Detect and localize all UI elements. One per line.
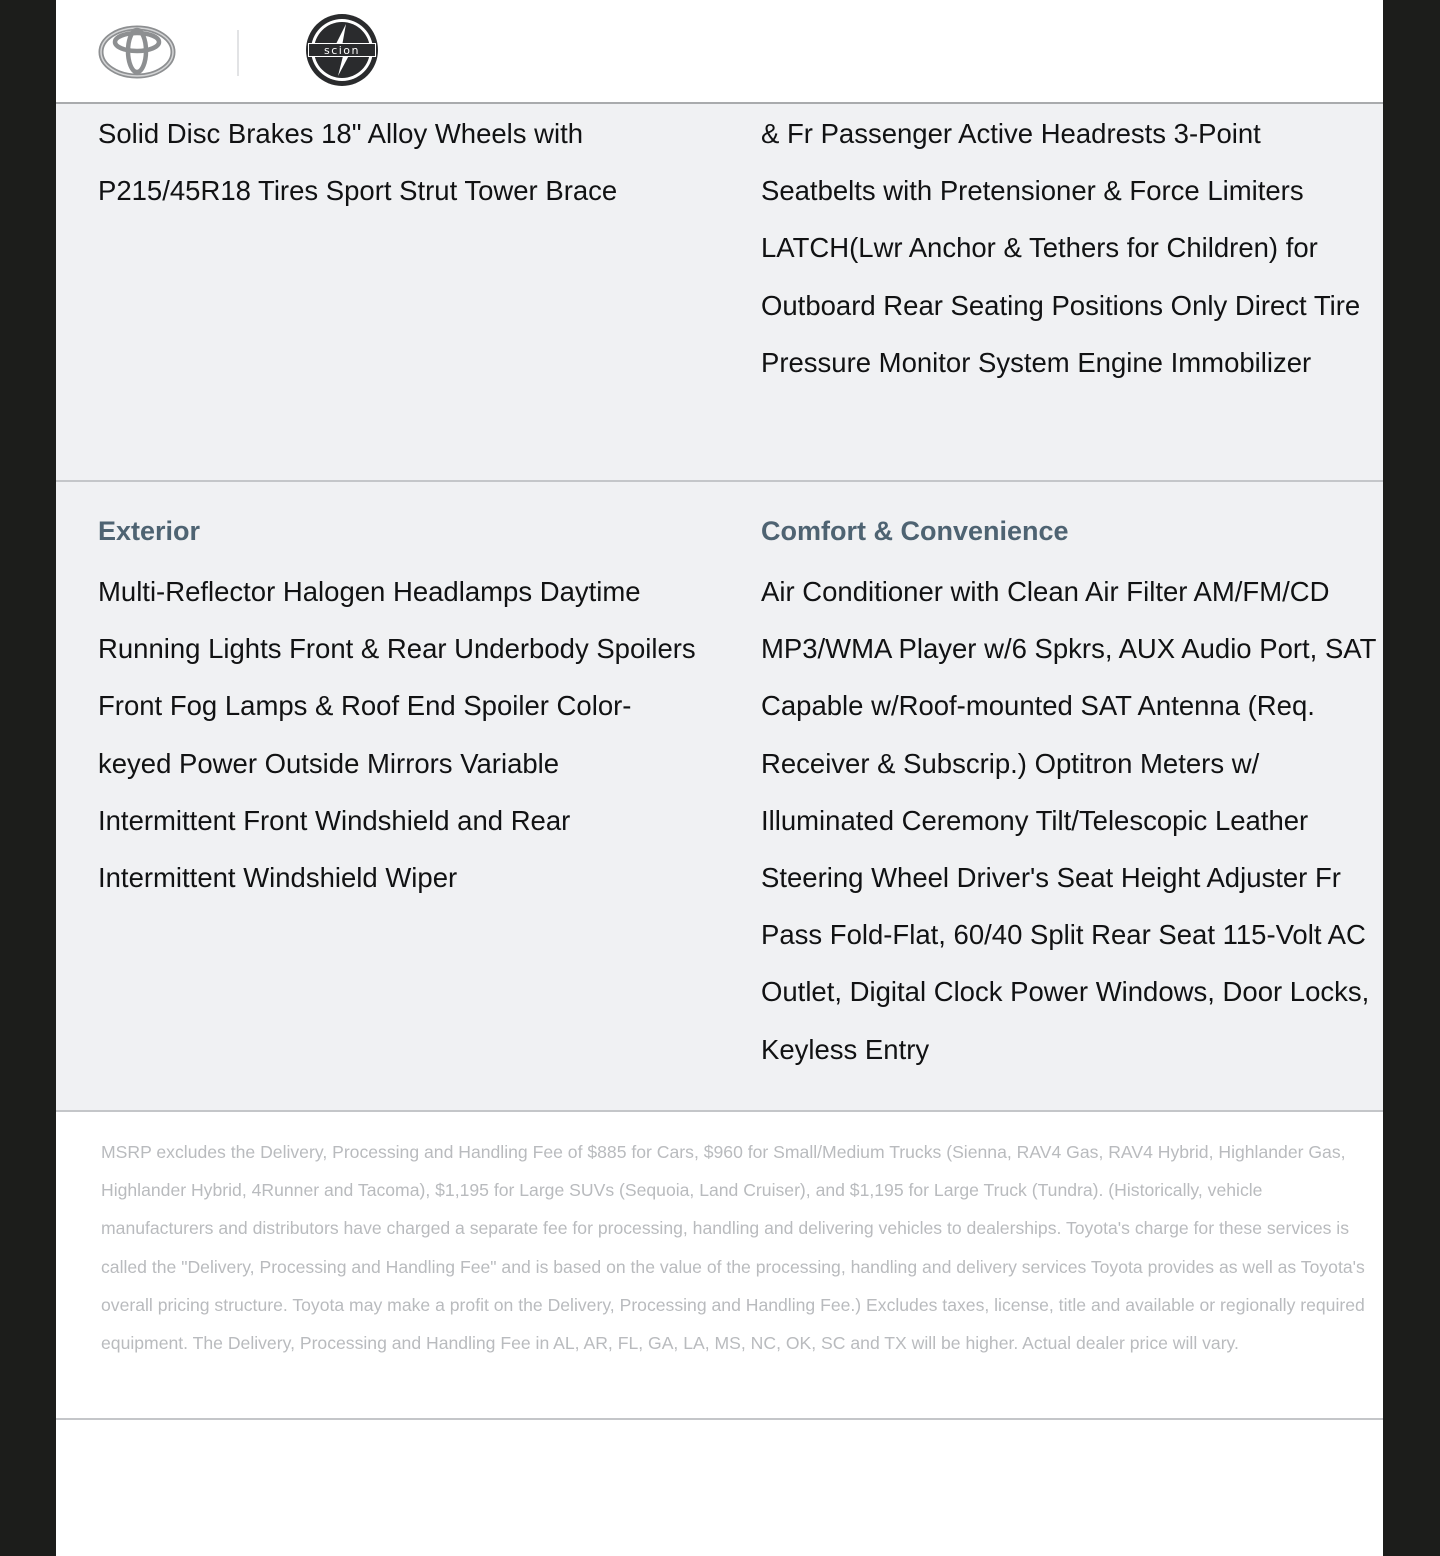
toyota-logo-icon[interactable] [98,24,176,80]
disclaimer-text: MSRP excludes the Delivery, Processing and Handling Fee of $885 for Cars, $960 for Small/Medium Trucks (Sienna, RAV4 Gas, RAV4 Hybrid, Highlander Gas, Highlander Hybrid, 4Runner and Tacoma), $1,195 for Large SUVs (Sequoia, Land Cruiser), and $1,195 for Large Truck (Tundra). (Historically, vehicle manufacturers and distributors have charged a separate fee for processing, handling and delivering vehicles to dealerships. Toyota's charge for these services is called the "Delivery, Processing and Handling Fee" and is based on the value of the processing, handling and delivery services Toyota provides as well as Toyota's overall pricing structure. Toyota may make a profit on the Delivery, Processing and Handling Fee.) Excludes taxes, license, title and available or regionally required equipment. The Delivery, Processing and Handling Fee in AL, AR, FL, GA, LA, MS, NC, OK, SC and TX will be higher. Actual dealer price will vary. [101,1142,1365,1354]
comfort-heading: Comfort & Convenience [761,516,1069,546]
disclaimer-section [56,1112,1383,1420]
scion-logo-text: scion [323,44,361,57]
brand-header [56,0,1383,104]
left-column [98,105,698,219]
comfort-features-text: Air Conditioner with Clean Air Filter AM/FM/CD MP3/WMA Player w/6 Spkrs, AUX Audio Port, SAT Capable w/Roof-mounted SAT Antenna (Req. Receiver & Subscrip.) Optitron Meters w/ Illuminated Ceremony Tilt/Telescopic Leather Steering Wheel Driver's Seat Height Adjuster Fr Pass Fold-Flat, 60/40 Split Rear Seat 115-Volt AC Outlet, Digital Clock Power Windows, Door Locks, Keyless Entry [761,576,1376,1065]
right-column [761,105,1361,391]
right-features-text: & Fr Passenger Active Headrests 3-Point Seatbelts with Pretensioner & Force Limiters LATCH(Lwr Anchor & Tethers for Children) for Outboard Rear Seating Positions Only Direct Tire Pressure Monitor System Engine Immobilizer [761,118,1361,378]
left-features-text: Solid Disc Brakes 18" Alloy Wheels with P215/45R18 Tires Sport Strut Tower Brace [98,118,618,207]
scion-logo-icon[interactable] [302,12,382,92]
document-page [56,0,1383,1556]
exterior-column [98,482,698,1082]
logo-divider [237,30,239,76]
exterior-heading: Exterior [98,516,201,546]
features-section [56,482,1383,1112]
comfort-column [761,482,1376,1082]
exterior-features-text: Multi-Reflector Halogen Headlamps Daytime Running Lights Front & Rear Underbody Spoilers Front Fog Lamps & Roof End Spoiler Color-keyed Power Outside Mirrors Variable Intermittent Front Windshield and Rear Intermittent Windshield Wiper [98,576,696,894]
safety-features-section [56,104,1383,482]
